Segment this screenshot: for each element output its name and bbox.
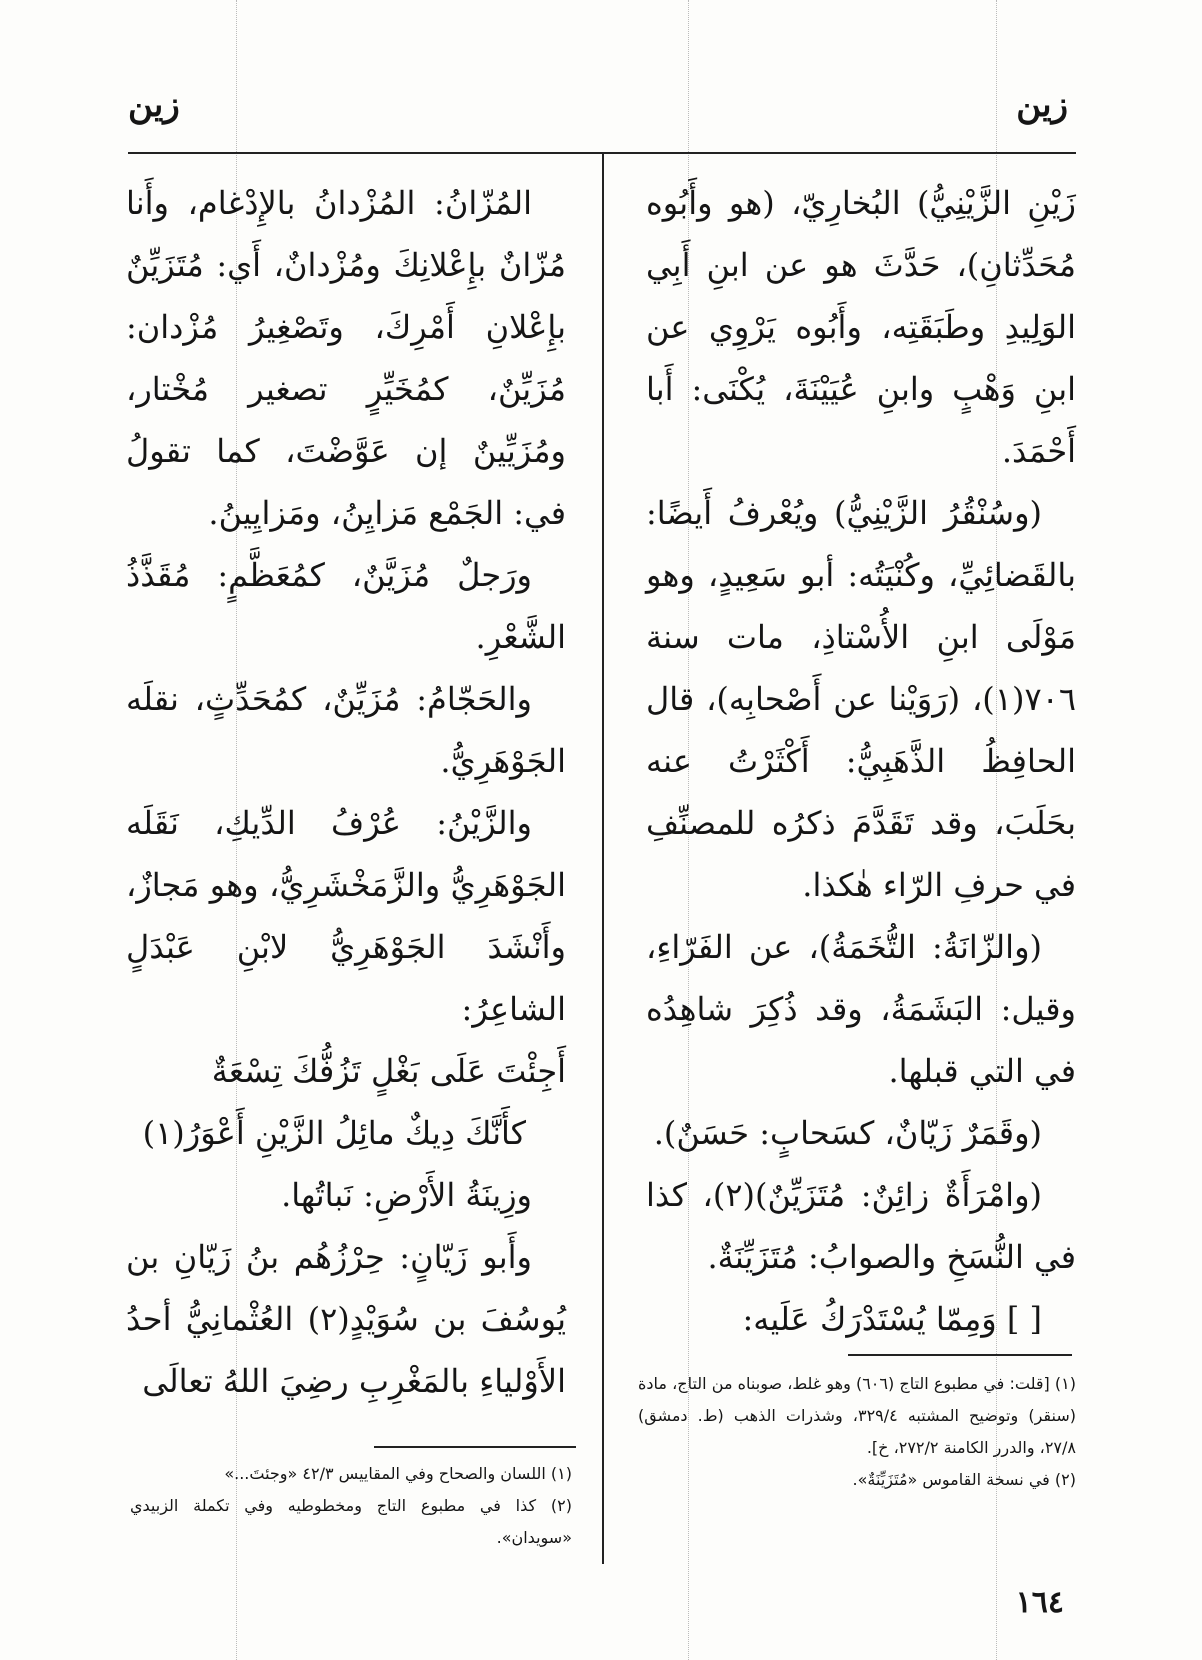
footnote: (٢) كذا في مطبوع التاج ومخطوطيه وفي تكملة الزبيدي «سويدان». [130, 1496, 572, 1547]
footnote: (١) اللسان والصحاح وفي المقاييس ٤٢/٣ «وجئتَ...» [224, 1464, 572, 1483]
left-footnotes [130, 1458, 572, 1554]
right-paragraph: (وقَمَرٌ زَيّانٌ، كسَحابٍ: حَسَنٌ). [653, 1114, 1042, 1152]
left-paragraph: ورَجلٌ مُزَيَّنٌ، كمُعَظَّمٍ: مُقَذَّذُ الشَّعْرِ. [126, 556, 566, 656]
footnote-rule-left [374, 1446, 576, 1448]
verse-line: أَجِئْتَ عَلَى بَغْلٍ تَزُفُّكَ تِسْعَةٌ [211, 1052, 566, 1090]
footnote: (٢) في نسخة القاموس «مُتَزَيِّنَةٌ». [852, 1470, 1076, 1489]
left-paragraph: المُزّانُ: المُزْدانُ بالإِدْغام، وأَنا مُزّانٌ بإِعْلانِكَ ومُزْدانٌ، أَي: مُتَزَيِّنٌ بإِعْلانِ أَمْرِكَ، وتَصْغِيرُ مُزْدان: مُزَيِّنٌ، كمُخَيِّرٍ تصغير مُخْتار، ومُزَيِّينٌ إن عَوَّضْتَ، كما تقولُ في: الجَمْع مَزايِنُ، ومَزايِينُ. [126, 184, 566, 532]
column-divider [602, 152, 604, 1564]
right-footnotes [638, 1368, 1076, 1496]
page-number: ١٦٤ [1015, 1585, 1064, 1620]
right-paragraph: (وامْرَأَةٌ زائِنٌ: مُتَزَيِّنٌ)(٢)، كذا في النُّسَخِ والصوابُ: مُتَزَيِّنَةٌ. [646, 1176, 1076, 1276]
header-left-title: زين [128, 85, 180, 125]
verse-line: كأَنَّكَ دِيكٌ مائِلُ الزَّيْنِ أَعْوَرُ(١) [142, 1114, 526, 1152]
right-paragraph: زَيْنِ الزَّيْنِيُّ) البُخارِيّ، (هو وأَبُوه مُحَدِّثانِ)، حَدَّثَ هو عن ابنِ أَبِي الوَلِيدِ وطَبَقَتِه، وأَبُوه يَرْوِي عن ابنِ وَهْبٍ وابنِ عُيَيْنَةَ، يُكْنَى: أَبا أَحْمَدَ. [646, 184, 1076, 470]
right-paragraph: [ ] وَمِمّا يُسْتَدْرَكُ عَلَيه: [742, 1300, 1042, 1338]
footnote: (١) [قلت: في مطبوع التاج (٦٠٦) وهو غلط، صوبناه من التاج، مادة (سنقر) وتوضيح المشتبه ٣٢٩/٤، وشذرات الذهب (ط. دمشق) ٢٧/٨، والدرر الكامنة ٢٧٢/٢، خ]. [638, 1374, 1076, 1457]
header-right-title: زين [1016, 85, 1068, 125]
right-paragraph: (والزّانَةُ: التُّخَمَةُ)، عن الفَرّاءِ، وقيل: البَشَمَةُ، وقد ذُكِرَ شاهِدُه في التي قبلها. [646, 928, 1076, 1090]
right-column [646, 172, 1076, 1350]
left-paragraph: وأَبو زَيّانٍ: حِرْزُهُم بنُ زَيّانِ بن يُوسُفَ بن سُوَيْدٍ(٢) العُثْمانِيُّ أحدُ الأَوْلياءِ بالمَغْرِبِ رضِيَ اللهُ تعالَى [126, 1238, 566, 1400]
left-paragraph: والزَّيْنُ: عُرْفُ الدِّيكِ، نَقَلَه الجَوْهَرِيُّ والزَّمَخْشَرِيُّ، وهو مَجازٌ، وأَنْشَدَ الجَوْهَرِيُّ لابْنِ عَبْدَلٍ الشاعِرُ: [126, 804, 566, 1028]
left-paragraph: والحَجّامُ: مُزَيِّنٌ، كمُحَدِّثٍ، نقلَه الجَوْهَرِيُّ. [126, 680, 566, 780]
left-column [126, 172, 566, 1412]
footnote-rule-right [848, 1354, 1072, 1356]
right-paragraph: (وسُنْقُرُ الزَّيْنِيُّ) ويُعْرفُ أَيضًا: بالقَضائِيِّ، وكُنْيَتُه: أبو سَعِيدٍ، وهو مَوْلَى ابنِ الأُسْتاذِ، مات سنة ٧٠٦(١)، (رَوَيْنا عن أَصْحابِه)، قال الحافِظُ الذَّهَبِيُّ: أَكْثَرْتُ عنه بحَلَبَ، وقد تَقَدَّمَ ذكرُه للمصنِّفِ في حرفِ الرّاء هٰكذا. [646, 494, 1076, 904]
left-paragraph: وزِينَةُ الأَرْضِ: نَباتُها. [281, 1176, 532, 1214]
